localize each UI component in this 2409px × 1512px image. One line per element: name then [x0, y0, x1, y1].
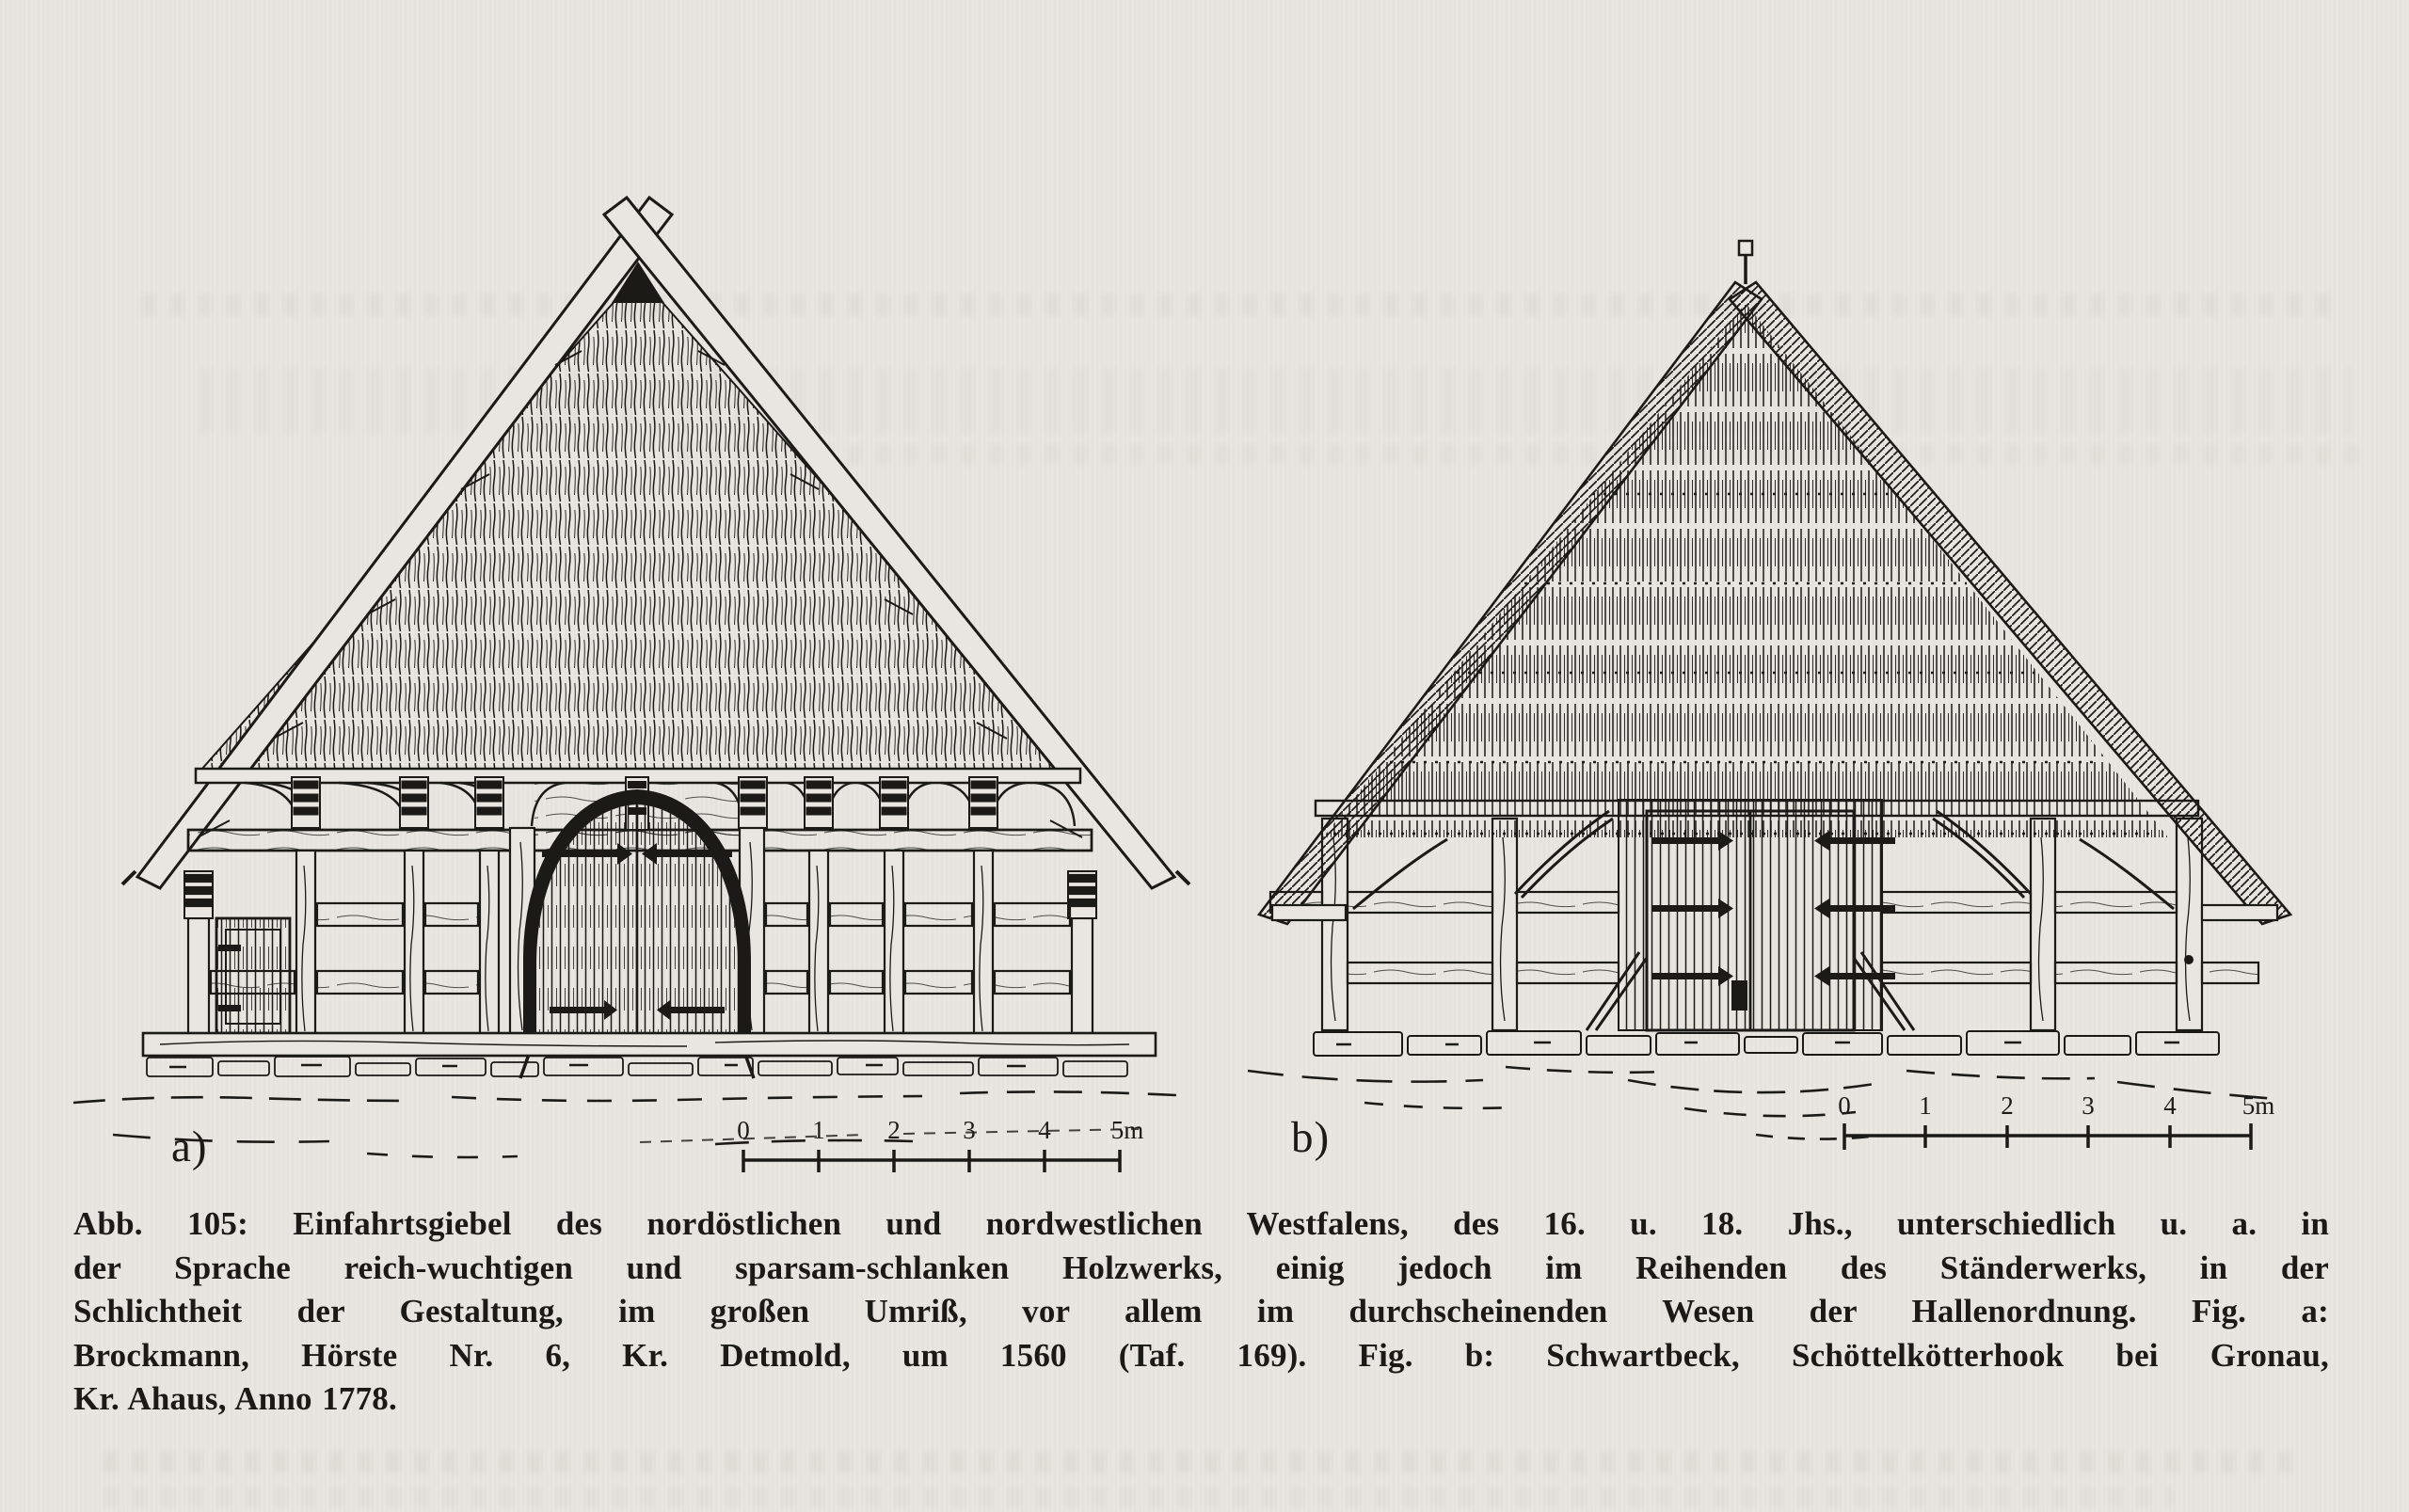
scale-a-tick-label: 3 — [963, 1116, 976, 1144]
caption-line: Abb. 105: Einfahrtsgiebel des nordöstlichen und nordwestlichen Westfalens, des 16. u. 18. Jhs., unterschiedlich u. a. in — [73, 1205, 2329, 1242]
stone-plinth-a — [147, 1057, 1127, 1076]
figure-a-drawing — [56, 113, 1223, 1204]
caption-line: Brockmann, Hörste Nr. 6, Kr. Detmold, um 1560 (Taf. 169). Fig. b: Schwartbeck, Schöttelkötterhook bei Gronau, — [73, 1336, 2329, 1374]
side-door-a — [216, 918, 290, 1033]
roof-finial-b — [1739, 241, 1752, 284]
scale-b-tick-label: 1 — [1919, 1091, 1932, 1120]
footing-stones-b — [1314, 1031, 2219, 1056]
roof-b — [1259, 241, 2290, 924]
ground-lines-b — [1248, 1067, 2277, 1139]
figure-caption — [73, 1202, 2329, 1422]
caption-line: der Sprache reich-wuchtigen und sparsam-schlanken Holzwerks, einig jedoch im Reihenden des Ständerwerks, in der — [73, 1249, 2329, 1286]
scale-a-tick-label: 5m — [1110, 1116, 1144, 1144]
scale-b-tick-label: 3 — [2082, 1091, 2095, 1120]
scale-a-tick-label: 4 — [1038, 1116, 1051, 1144]
scale-a-tick-label: 2 — [887, 1116, 901, 1144]
scale-b-tick-label: 5m — [2241, 1091, 2275, 1120]
bleed-through-ghosting — [104, 1451, 2296, 1473]
bleed-through-ghosting — [104, 1487, 2174, 1507]
scale-b-tick-label: 4 — [2163, 1091, 2177, 1120]
gable-plank-field-a — [201, 275, 1075, 770]
wall-b — [1248, 800, 2277, 1139]
figure-a-label: a) — [171, 1122, 208, 1171]
scale-b-tick-label: 0 — [1838, 1091, 1851, 1120]
scale-a-tick-label: 1 — [812, 1116, 825, 1144]
scale-bar-b — [1838, 1091, 2274, 1150]
caption-line: Kr. Ahaus, Anno 1778. — [73, 1380, 397, 1417]
door-latch-b — [1731, 980, 1747, 1011]
roof-plank-field-b — [1323, 303, 2168, 837]
caption-line: Schlichtheit der Gestaltung, im großen Umriß, vor allem im durchscheinenden Wesen der Hallenordnung. Fig. a: — [73, 1293, 2329, 1329]
figure-b-label: b) — [1291, 1113, 1331, 1162]
scale-b-tick-label: 2 — [2001, 1091, 2014, 1120]
ground-lines-a — [73, 1091, 1176, 1157]
scale-a-tick-label: 0 — [737, 1116, 750, 1144]
figure-b-drawing — [1233, 235, 2343, 1176]
